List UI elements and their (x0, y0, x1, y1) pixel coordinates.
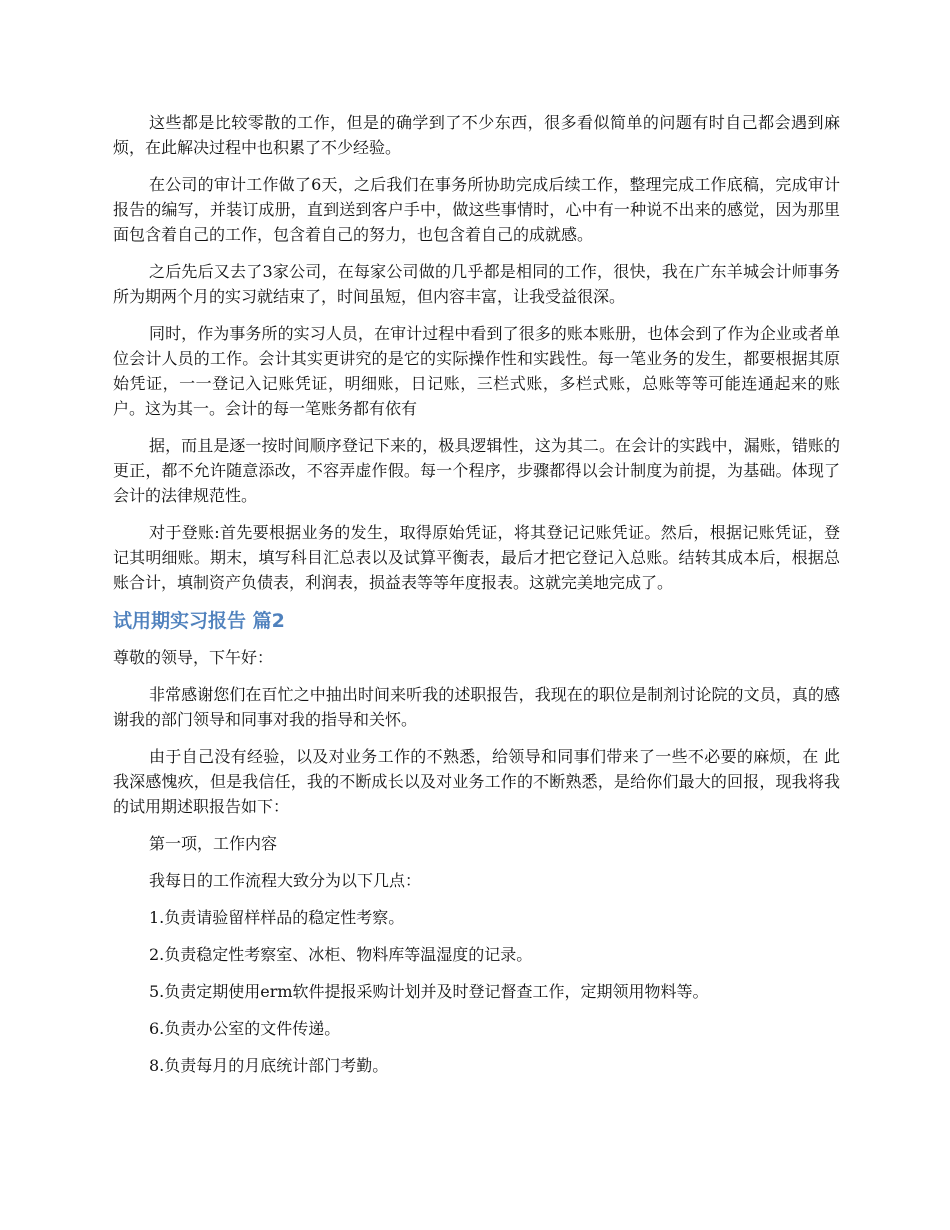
paragraph: 之后先后又去了3家公司，在每家公司做的几乎都是相同的工作，很快，我在广东羊城会计师事务所为期两个月的实习就结束了，时间虽短，但内容丰富，让我受益很深。 (113, 262, 840, 306)
paragraph: 这些都是比较零散的工作，但是的确学到了不少东西，很多看似简单的问题有时自己都会遇到麻烦，在此解决过程中也积累了不少经验。 (113, 113, 840, 157)
list-item: 2.负责稳定性考察室、冰柜、物料库等温湿度的记录。 (149, 945, 533, 964)
list-item: 8.负责每月的月底统计部门考勤。 (149, 1056, 389, 1075)
paragraph: 同时，作为事务所的实习人员，在审计过程中看到了很多的账本账册，也体会到了作为企业或者单位会计人员的工作。会计其实更讲究的是它的实际操作性和实践性。每一笔业务的发生，都要根据其原始凭证，一一登记入记账凭证，明细账，日记账，三栏式账，多栏式账，总账等等可能连通起来的账户。这为其一。会计的每一笔账务都有依有 (113, 324, 840, 418)
paragraph: 由于自己没有经验，以及对业务工作的不熟悉，给领导和同事们带来了一些不必要的麻烦，在 此我深感愧疚，但是我信任，我的不断成长以及对业务工作的不断熟悉，是给你们最大的回报，现我将我的试用期述职报告如下： (113, 747, 840, 816)
paragraph: 非常感谢您们在百忙之中抽出时间来听我的述职报告，我现在的职位是制剂讨论院的文员，真的感谢我的部门领导和同事对我的指导和关怀。 (113, 685, 840, 729)
document-body (113, 110, 840, 1090)
list-item: 1.负责请验留样样品的稳定性考察。 (149, 908, 405, 927)
paragraph: 对于登账:首先要根据业务的发生，取得原始凭证，将其登记记账凭证。然后，根据记账凭证，登记其明细账。期末，填写科目汇总表以及试算平衡表，最后才把它登记入总账。结转其成本后，根据总账合计，填制资产负债表，利润表，损益表等等年度报表。这就完美地完成了。 (113, 523, 840, 592)
greeting: 尊敬的领导，下午好： (113, 648, 274, 667)
list-item: 5.负责定期使用erm软件提报采购计划并及时登记督查工作，定期领用物料等。 (149, 982, 709, 1001)
list-item: 6.负责办公室的文件传递。 (149, 1019, 341, 1038)
paragraph: 据，而且是逐一按时间顺序登记下来的，极具逻辑性，这为其二。在会计的实践中，漏账，错账的更正，都不允许随意添改，不容弄虚作假。每一个程序，步骤都得以会计制度为前提，为基础。体现了会计的法律规范性。 (113, 436, 840, 505)
paragraph: 在公司的审计工作做了6天，之后我们在事务所协助完成后续工作，整理完成工作底稿，完成审计报告的编写，并装订成册，直到送到客户手中，做这些事情时，心中有一种说不出来的感觉，因为那里面包含着自己的工作，包含着自己的努力，也包含着自己的成就感。 (113, 175, 840, 244)
section-heading: 试用期实习报告 篇2 (113, 610, 285, 632)
paragraph: 我每日的工作流程大致分为以下几点： (149, 871, 422, 890)
paragraph: 第一项，工作内容 (149, 834, 278, 853)
